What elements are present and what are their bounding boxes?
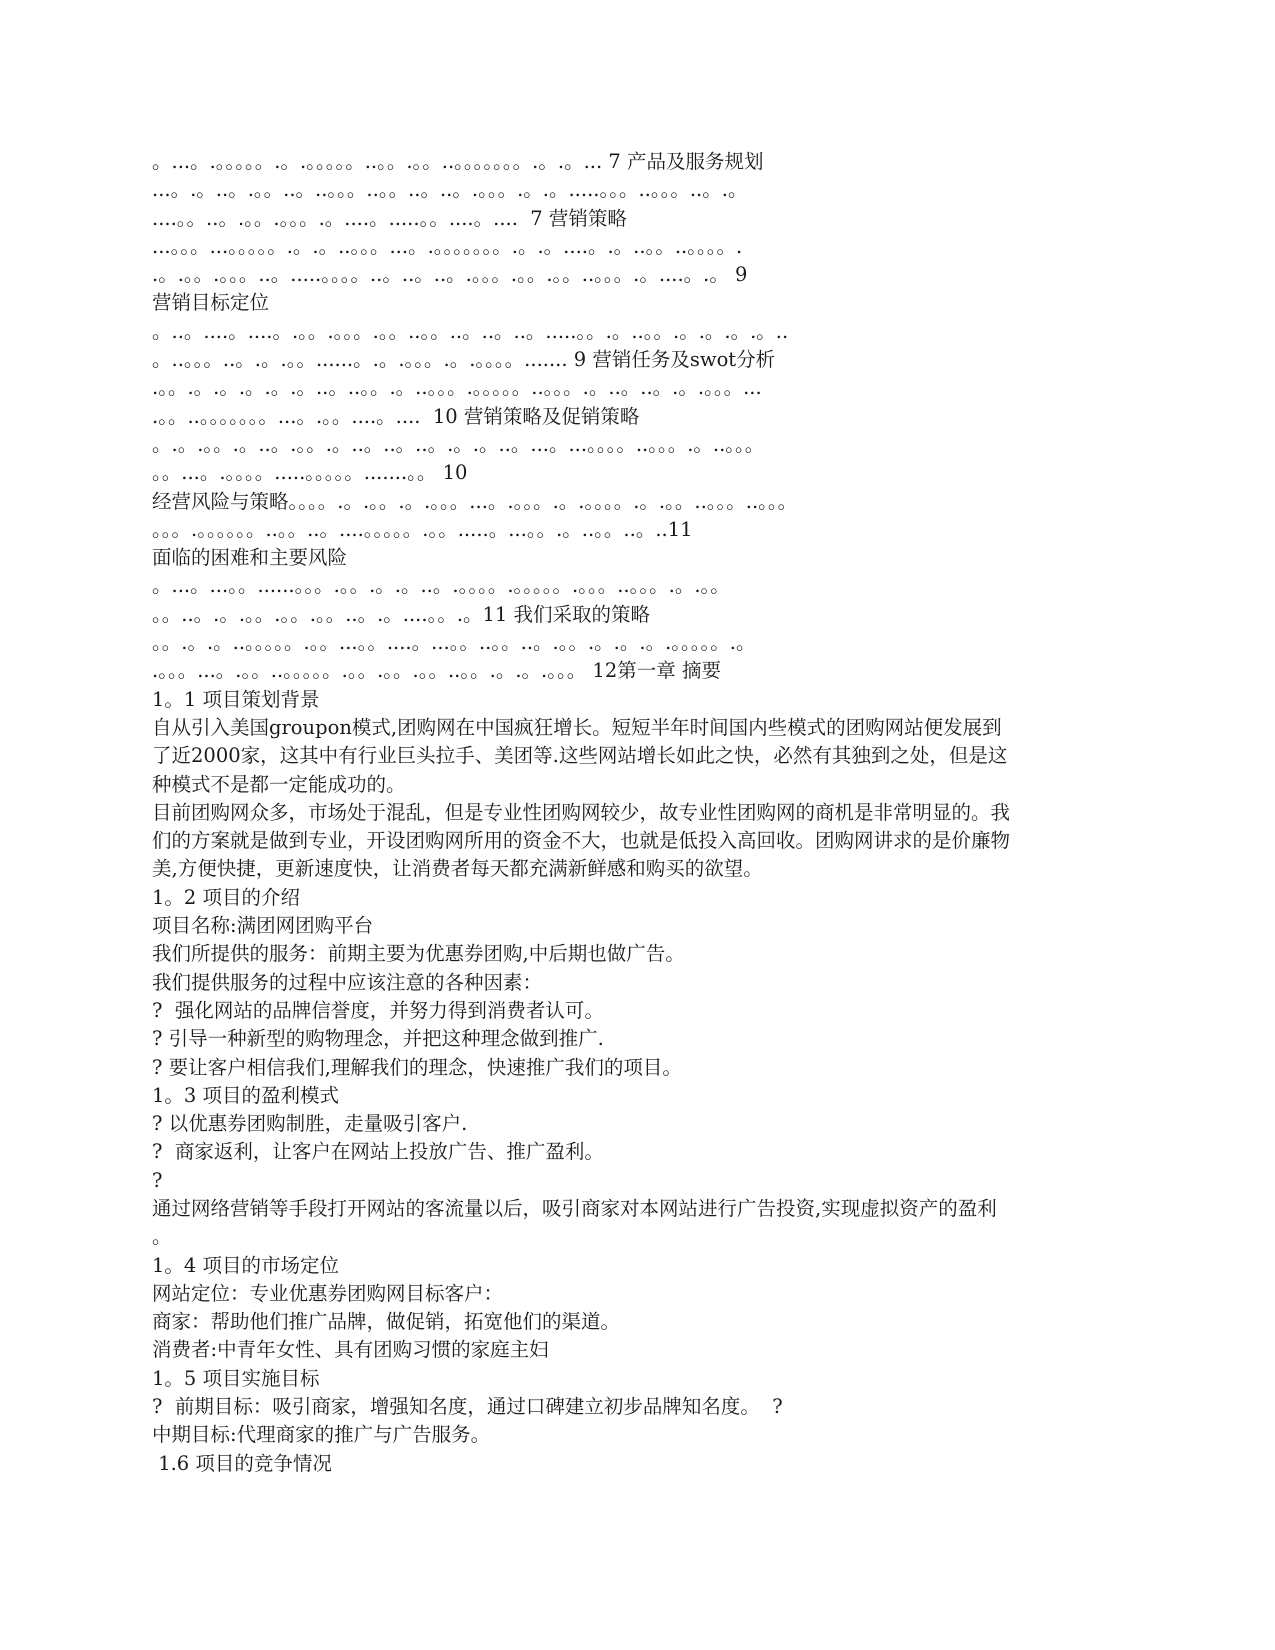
text-line: 通过网络营销等手段打开网站的客流量以后，吸引商家对本网站进行广告投资,实现虚拟资产的盈利 [152,1196,997,1220]
text-line: ? 强化网站的品牌信誉度，并努力得到消费者认可。 [152,998,604,1022]
text-line: ? 要让客户相信我们,理解我们的理念，快速推广我们的项目。 [152,1055,682,1079]
text-line: 。...。...。。......。。。.。。.。.。..。.。。。。.。。。。。.。。。..。。。.。.。。 [152,574,730,598]
text-line: ...。.。..。.。。..。..。。。..。。..。..。.。。。.。.。.....。。。..。。。..。.。 [152,178,748,202]
text-line: 1。3 项目的盈利模式 [152,1083,340,1107]
text-line: ? 引导一种新型的购物理念，并把这种理念做到推广. [152,1027,604,1051]
text-line: 。。..。.。.。。.。。.。。..。.。....。。.。11 我们采取的策略 [152,602,651,626]
text-line: 种模式不是都一定能成功的。 [152,772,406,796]
text-line: 1。2 项目的介绍 [152,885,301,909]
text-line: 1。1 项目策划背景 [152,687,320,711]
text-line: ? 前期目标：吸引商家，增强知名度，通过口碑建立初步品牌知名度。 ? [152,1395,783,1419]
text-line: 美,方便快捷，更新速度快，让消费者每天都充满新鲜感和购买的欲望。 [152,857,763,881]
text-line: 中期目标:代理商家的推广与广告服务。 [152,1423,491,1447]
text-line: 项目名称:满团网团购平台 [152,914,374,938]
text-line: ....。。..。.。。.。。。.。....。.....。。....。.... 7 营销策略 [152,206,627,230]
text-line: ? [152,1168,163,1192]
text-line: 我们提供服务的过程中应该注意的各种因素： [152,970,543,994]
text-line: 。..。。。..。.。.。。......。.。.。。。.。.。。。。....... 9 营销任务及swot分析 [152,348,776,372]
text-line: 。 [152,1225,172,1249]
text-line: 营销目标定位 [152,291,270,315]
text-line: .。。..。。。。。。。...。.。。....。.... 10 营销策略及促销策略 [152,404,640,428]
text-line: 消费者:中青年女性、具有团购习惯的家庭主妇 [152,1338,549,1362]
text-line: 。..。....。....。.。。.。。。.。。..。。..。..。..。.....。。.。..。。.。.。.。.。.. [152,319,789,343]
text-line: 。.。.。。.。..。.。。.。..。..。..。.。.。..。...。...。。。。..。。。.。..。。。 [152,432,765,456]
text-line: 。...。.。。。。。.。.。。。。。..。。.。。..。。。。。。。.。.。... 7 产品及服务规划 [152,150,764,173]
text-line: 自从引入美国groupon模式,团购网在中国疯狂增长。短短半年时间国内些模式的团购网站便发展到 [152,715,1002,739]
text-line: 商家：帮助他们推广品牌，做促销，拓宽他们的渠道。 [152,1310,621,1334]
text-line: 经营风险与策略。。。。.。.。。.。.。。。...。.。。。.。.。。。。.。.。。..。。。..。。。 [152,489,798,513]
text-line: 了近2000家，这其中有行业巨头拉手、美团等.这些网站增长如此之快，必然有其独到之处，但是这 [152,744,1008,768]
text-line: .。。.。.。.。.。.。..。..。。.。..。。。.。。。。。..。。。.。..。..。.。.。。。... [152,376,762,400]
text-line: 。。...。.。。。。.....。。。。。.......。。 10 [152,461,468,485]
text-line: 。。。.。。。。。。..。。..。....。。。。。.。。.....。...。。.。..。。..。..11 [152,517,693,541]
text-line: .。.。。.。。。..。.....。。。。..。..。..。.。。。.。。.。。..。。。.。....。.。 9 [152,263,748,287]
text-line: ? 以优惠券团购制胜，走量吸引客户. [152,1112,468,1136]
document-body [152,148,1122,1478]
text-line: 网站定位：专业优惠券团购网目标客户： [152,1281,504,1305]
text-line: .。。。...。.。。..。。。。。.。。.。。.。。..。。.。.。.。。。 12第一章 摘要 [152,659,721,683]
text-line: ...。。。...。。。。。.。.。..。。。...。.。。。。。。。.。.。....。.。..。。..。。。。. [152,234,743,258]
text-line: 1.6 项目的竞争情况 [152,1451,332,1475]
text-line: 们的方案就是做到专业，开设团购网所用的资金不大，也就是低投入高回收。团购网讲求的是价廉物 [152,829,1011,853]
text-line: ? 商家返利，让客户在网站上投放广告、推广盈利。 [152,1140,604,1164]
text-line: 我们所提供的服务：前期主要为优惠券团购,中后期也做广告。 [152,942,685,966]
text-line: 1。4 项目的市场定位 [152,1253,340,1277]
text-line: 。。.。.。..。。。。。.。。...。。....。...。。..。。..。.。。.。.。.。.。。。。。.。 [152,631,756,655]
text-line: 面临的困难和主要风险 [152,546,348,570]
text-line: 目前团购网众多，市场处于混乱，但是专业性团购网较少，故专业性团购网的商机是非常明显的。我 [152,800,1011,824]
text-line: 1。5 项目实施目标 [152,1366,320,1390]
